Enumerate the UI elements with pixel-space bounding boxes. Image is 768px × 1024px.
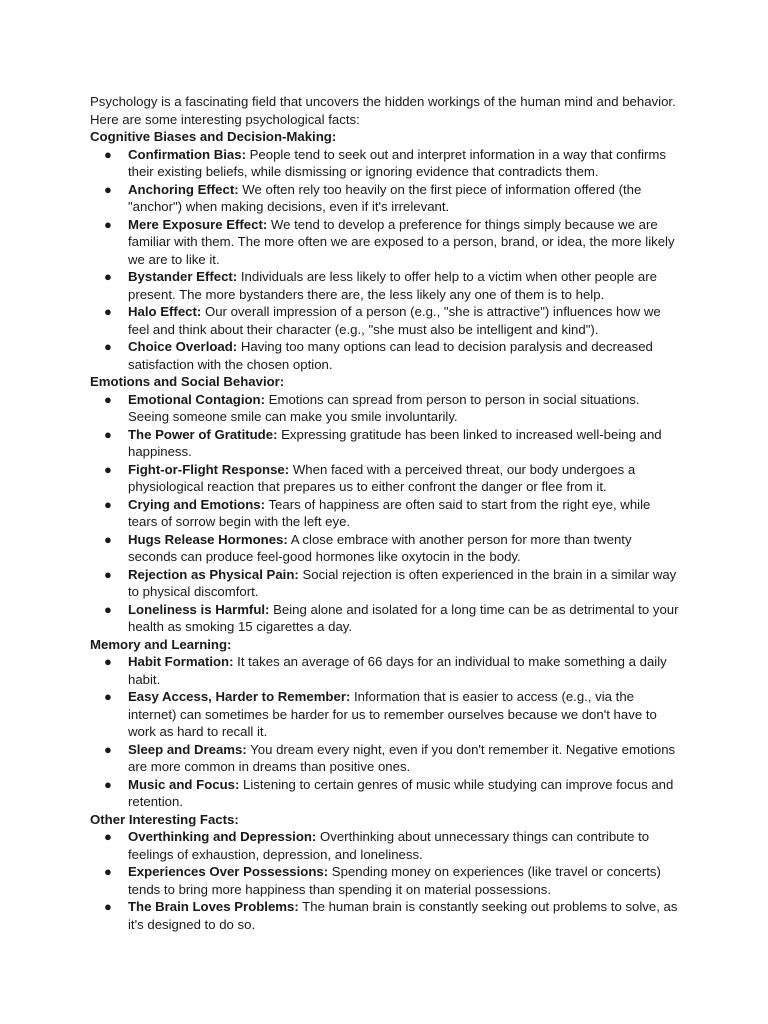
section-heading: Other Interesting Facts: [90,811,239,827]
fact-text: You dream every night, even if you don't remember it. Negative emotions are more common in dreams than positive ones. [128,741,676,774]
fact-text: Emotions can spread from person to person in social situations. Seeing someone smile can make you smile involuntarily. [128,391,640,424]
bullet-icon: ● [104,776,112,792]
fact-text: A close embrace with another person for more than twenty seconds can produce feel-good hormones like oxytocin in the body. [128,531,632,564]
list-item [90,776,682,811]
bullet-icon: ● [104,654,112,669]
bullet-icon: ● [104,829,112,844]
list-item [90,531,682,566]
fact-text: Our overall impression of a person (e.g., "she is attractive") influences how we feel and think about their character (e.g., "she must also be intelligent and kind"). [128,304,661,337]
document-body [90,93,682,933]
fact-term: Experiences Over Possessions: [128,864,329,879]
list-item [90,566,682,601]
list-item [90,496,682,531]
list-item [90,216,682,269]
fact-term: The Power of Gratitude: [128,426,278,442]
section-heading: Emotions and Social Behavior: [90,374,285,389]
intro-paragraph: Psychology is a fascinating field that uncovers the hidden workings of the human mind and behavior. Here are some interesting psychological facts: [90,94,676,127]
section-other-facts [90,811,682,934]
fact-list [90,146,682,374]
section-heading: Memory and Learning: [90,636,232,652]
fact-term: Emotional Contagion: [128,391,265,407]
fact-text: Spending money on experiences (like travel or concerts) tends to bring more happiness than spending it on material possessions. [128,864,661,897]
bullet-icon: ● [104,566,112,582]
fact-term: Bystander Effect: [128,269,238,284]
fact-term: Choice Overload: [128,339,238,354]
list-item [90,898,682,933]
bullet-icon: ● [104,304,112,319]
bullet-icon: ● [104,531,112,547]
section-memory-learning [90,636,682,811]
list-item [90,146,682,181]
fact-text: We tend to develop a preference for things simply because we are familiar with them. The more often we are exposed to a person, brand, or idea, the more likely we are to like it. [128,216,675,267]
fact-term: Music and Focus: [128,776,240,792]
fact-text: We often rely too heavily on the first piece of information offered (the "anchor") when making decisions, even if it's irrelevant. [128,181,642,214]
fact-term: Overthinking and Depression: [128,829,317,844]
fact-term: Sleep and Dreams: [128,741,247,757]
list-item [90,653,682,688]
list-item [90,601,682,636]
list-item [90,303,682,338]
bullet-icon: ● [104,339,112,354]
fact-term: Halo Effect: [128,304,202,319]
list-item [90,426,682,461]
fact-term: Rejection as Physical Pain: [128,566,299,582]
list-item [90,741,682,776]
fact-text: Tears of happiness are often said to start from the right eye, while tears of sorrow begin with the left eye. [128,496,651,529]
bullet-icon: ● [104,461,112,477]
fact-text: When faced with a perceived threat, our body undergoes a physiological reaction that prepares us to either confront the danger or flee from it. [128,461,636,494]
list-item [90,181,682,216]
fact-text: Being alone and isolated for a long time can be as detrimental to your health as smoking 15 cigarettes a day. [128,601,679,634]
fact-list [90,391,682,636]
fact-text: The human brain is constantly seeking out problems to solve, as it's designed to do so. [128,899,678,932]
fact-term: Mere Exposure Effect: [128,216,268,232]
fact-term: Loneliness is Harmful: [128,601,270,617]
bullet-icon: ● [104,689,112,704]
list-item [90,688,682,741]
list-item [90,338,682,373]
fact-text: Expressing gratitude has been linked to increased well-being and happiness. [128,426,662,459]
fact-term: Habit Formation: [128,654,234,669]
fact-text: It takes an average of 66 days for an individual to make something a daily habit. [128,654,667,687]
list-item [90,461,682,496]
fact-term: Confirmation Bias: [128,146,246,162]
section-emotions-social [90,373,682,636]
bullet-icon: ● [104,269,112,284]
bullet-icon: ● [104,216,112,232]
fact-term: Crying and Emotions: [128,496,266,512]
fact-term: Anchoring Effect: [128,181,239,197]
fact-term: Hugs Release Hormones: [128,531,288,547]
fact-text: Listening to certain genres of music while studying can improve focus and retention. [128,776,674,809]
fact-term: Easy Access, Harder to Remember: [128,689,351,704]
bullet-icon: ● [104,391,112,407]
section-cognitive-biases [90,128,682,373]
fact-text: Individuals are less likely to offer help to a victim when other people are present. The more bystanders there are, the less likely any one of them is to help. [128,269,657,302]
bullet-icon: ● [104,864,112,879]
list-item [90,268,682,303]
bullet-icon: ● [104,741,112,757]
fact-text: Social rejection is often experienced in the brain in a similar way to physical discomfort. [128,566,677,599]
list-item [90,863,682,898]
list-item [90,391,682,426]
fact-term: The Brain Loves Problems: [128,899,299,914]
fact-list [90,828,682,933]
bullet-icon: ● [104,426,112,442]
list-item [90,828,682,863]
fact-text: Having too many options can lead to decision paralysis and decreased satisfaction with the chosen option. [128,339,653,372]
fact-list [90,653,682,811]
fact-text: Overthinking about unnecessary things can contribute to feelings of exhaustion, depression, and loneliness. [128,829,650,862]
bullet-icon: ● [104,146,112,162]
section-heading: Cognitive Biases and Decision-Making: [90,129,337,144]
bullet-icon: ● [104,496,112,512]
bullet-icon: ● [104,601,112,617]
fact-text: Information that is easier to access (e.g., via the internet) can sometimes be harder for us to remember ourselves because we don't have to work as hard to recall it. [128,689,657,739]
fact-term: Fight-or-Flight Response: [128,461,290,477]
bullet-icon: ● [104,899,112,914]
bullet-icon: ● [104,181,112,197]
fact-text: People tend to seek out and interpret information in a way that confirms their existing beliefs, while dismissing or ignoring evidence that contradicts them. [128,146,667,179]
